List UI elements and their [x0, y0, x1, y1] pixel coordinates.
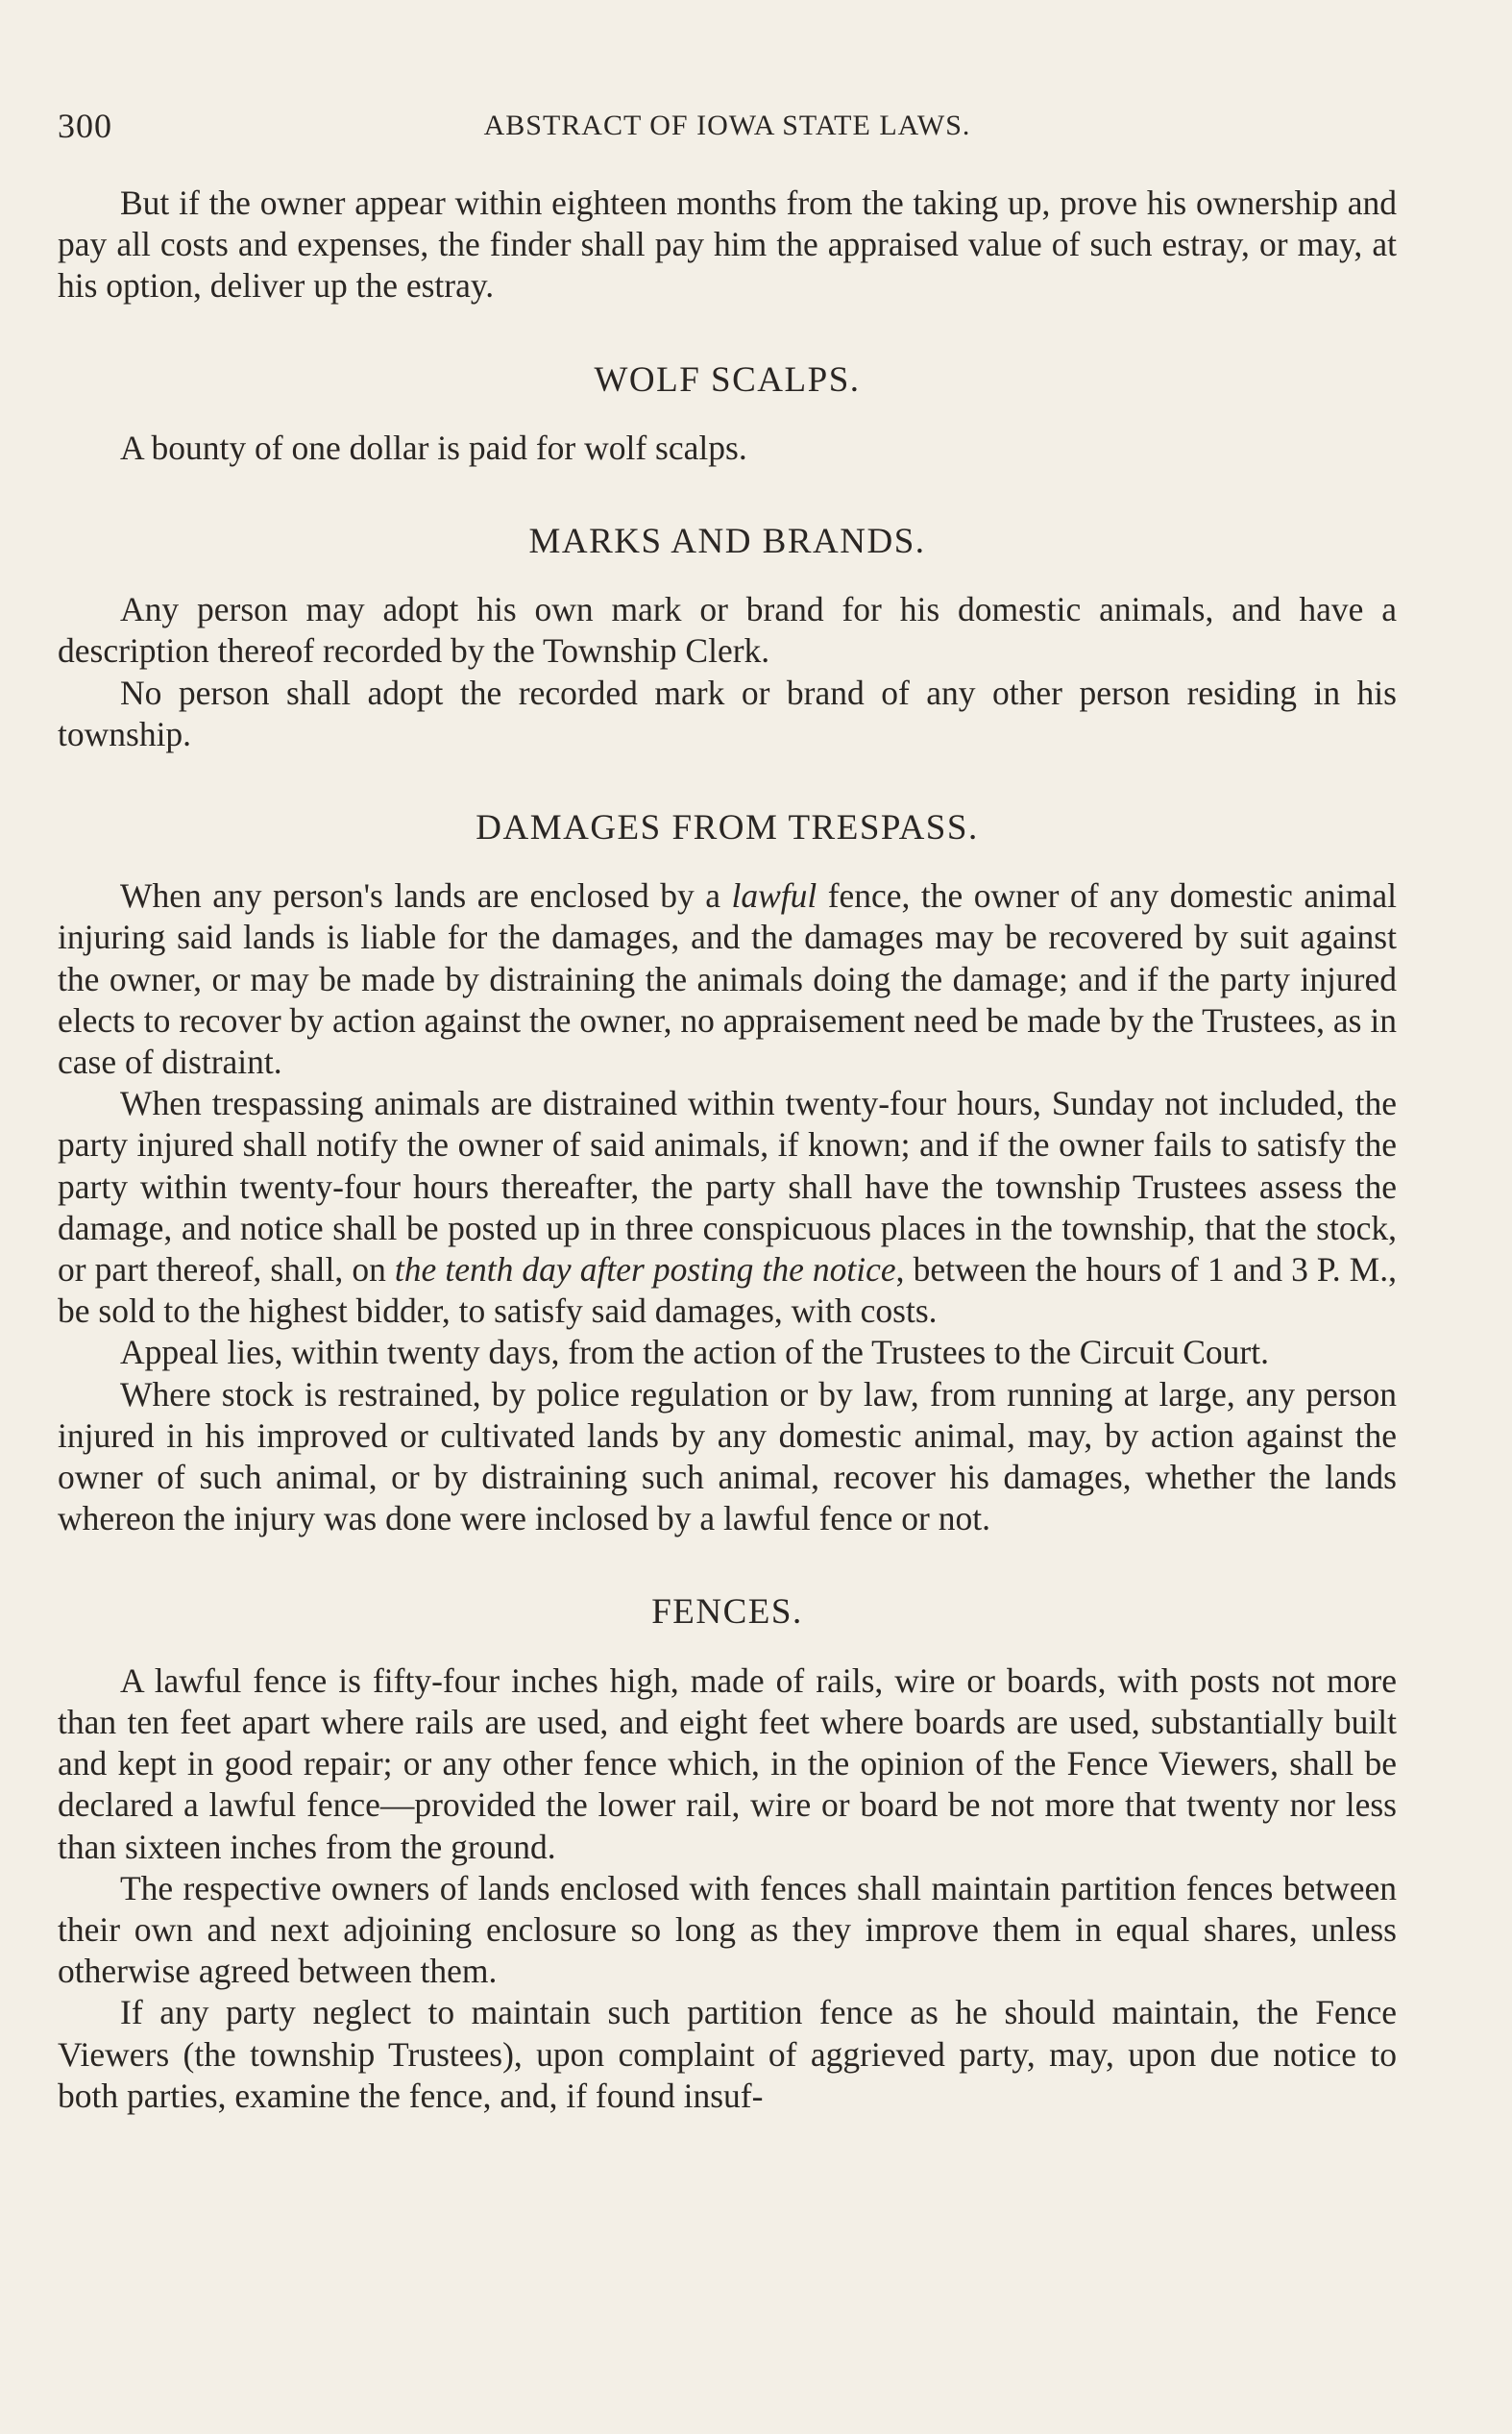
trespass-p1-text-a: When any person's lands are enclosed by a — [120, 876, 732, 916]
page-body — [58, 183, 1397, 2117]
marks-brands-paragraph-2: No person shall adopt the recorded mark or brand of any other person residing in his township. — [58, 673, 1397, 753]
trespass-p1-text-b: fence, the owner of any domestic animal injuring said lands is liable for the damages, and the damages may be recovered by suit against the owner, or may be made by distraining the animals doing the damage; and if the party injured elects to recover by action against the owner, no appraisement need be made by the Trustees, as in case of distraint. — [58, 876, 1397, 1082]
wolf-scalps-paragraph: A bounty of one dollar is paid for wolf scalps. — [120, 428, 747, 467]
running-head — [58, 96, 1397, 154]
trespass-p2-text-b: , between the hours of 1 and 3 P. M., be sold to the highest bidder, to satisfy said damages, with costs. — [58, 1250, 1397, 1331]
section-heading-damages-from-trespass: DAMAGES FROM TRESPASS. — [476, 808, 979, 848]
section-heading-wolf-scalps: WOLF SCALPS. — [594, 359, 861, 400]
trespass-p2-italic: the tenth day after posting the notice — [394, 1250, 896, 1290]
page-number: 300 — [58, 107, 112, 145]
running-title: ABSTRACT OF IOWA STATE LAWS. — [483, 110, 971, 141]
intro-paragraph: But if the owner appear within eighteen months from the taking up, prove his ownership and pay all costs and expenses, the finder shall pay him the appraised value of such estray, or may, at his option, deliver up the estray. — [58, 184, 1397, 306]
trespass-p2-text-a: When trespassing animals are distrained within twenty-four hours, Sunday not included, the party injured shall notify the owner of said animals, if known; and if the owner fails to satisfy the party within twenty-four hours thereafter, the party shall have the township Trustees assess the damage, and notice shall be posted up in three conspicuous places in the township, that the stock, or part thereof, shall, on — [58, 1084, 1397, 1290]
trespass-paragraph-3: Appeal lies, within twenty days, from the action of the Trustees to the Circuit Court. — [120, 1333, 1269, 1372]
trespass-p1-italic: lawful — [731, 876, 817, 916]
trespass-paragraph-4: Where stock is restrained, by police regulation or by law, from running at large, any person injured in his improved or cultivated lands by any domestic animal, may, by action against the owner of such animal, or by distraining such animal, recover his damages, whether the lands whereon the injury was done were inclosed by a lawful fence or not. — [58, 1374, 1397, 1538]
marks-brands-paragraph-1: Any person may adopt his own mark or brand for his domestic animals, and have a description thereof recorded by the Township Clerk. — [58, 590, 1397, 671]
fences-paragraph-2: The respective owners of lands enclosed with fences shall maintain partition fences between their own and next adjoining enclosure so long as they improve them in equal shares, unless otherwise agreed between them. — [58, 1868, 1397, 1991]
section-heading-fences: FENCES. — [651, 1592, 803, 1633]
section-heading-marks-and-brands: MARKS AND BRANDS. — [528, 522, 926, 562]
fences-paragraph-3: If any party neglect to maintain such partition fence as he should maintain, the Fence Viewers (the township Trustees), upon complaint of aggrieved party, may, upon due notice to both parties, examine the fence, and, if found insuf- — [58, 1993, 1397, 2115]
trespass-paragraph-2 — [58, 1083, 1397, 1332]
fences-paragraph-1: A lawful fence is fifty-four inches high, made of rails, wire or boards, with posts not more than ten feet apart where rails are used, and eight feet where boards are used, substantially built and kept in good repair; or any other fence which, in the opinion of the Fence Viewers, shall be declared a lawful fence—provided the lower rail, wire or board be not more that twenty nor less than sixteen inches from the ground. — [58, 1660, 1397, 1866]
trespass-paragraph-1 — [58, 875, 1397, 1083]
